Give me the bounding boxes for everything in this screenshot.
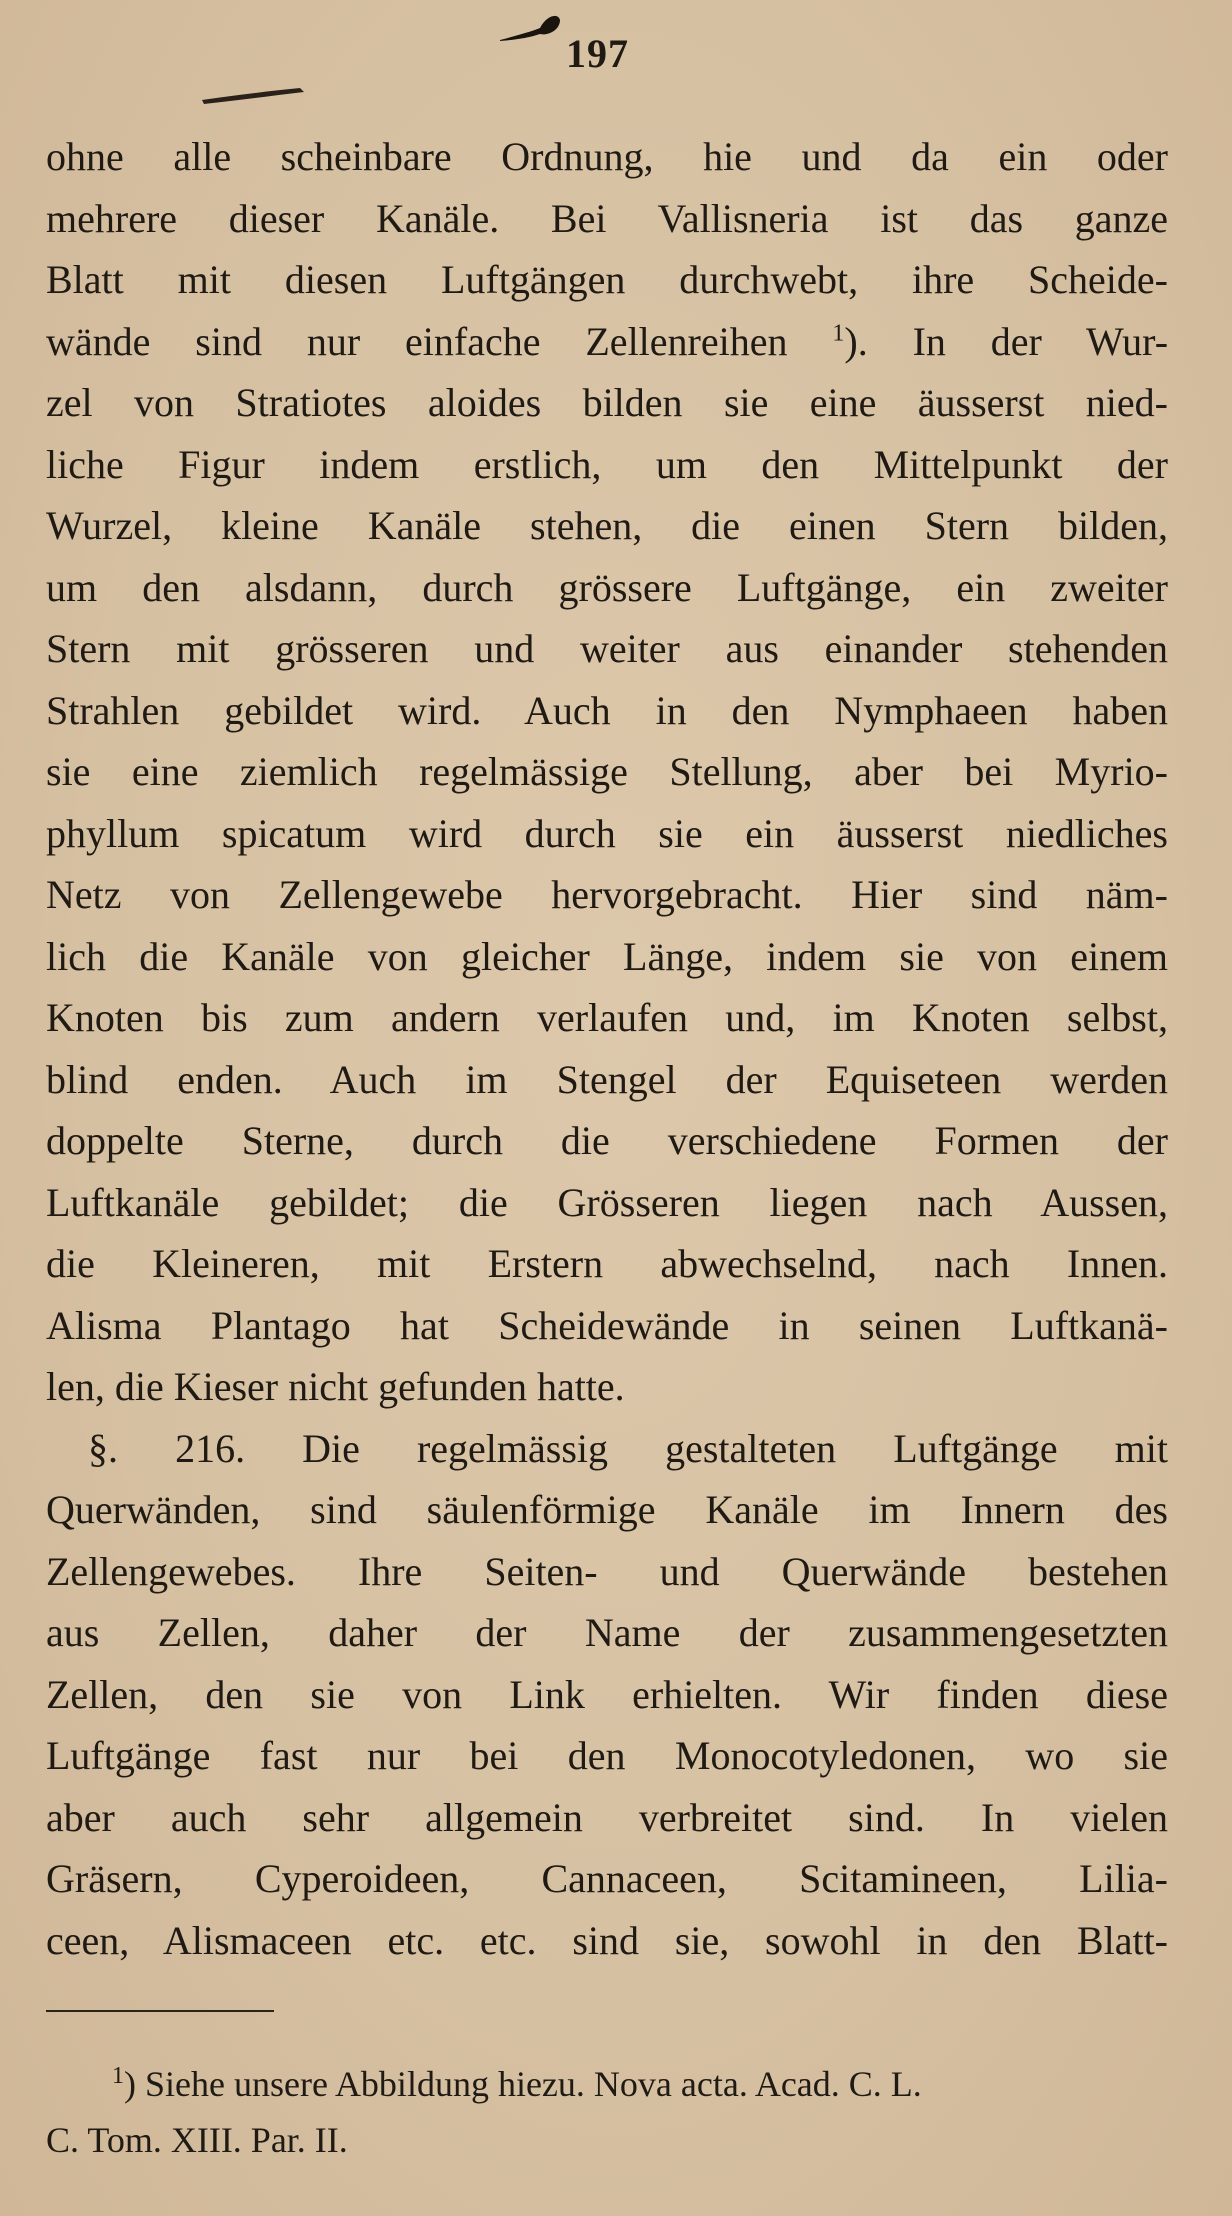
- footnote-line: [46, 2056, 1166, 2112]
- ink-stroke-mark: [200, 80, 310, 110]
- text-line: lich die Kanäle von gleicher Länge, indem sie von einem: [46, 933, 1168, 979]
- text-line: sie eine ziemlich regelmässige Stellung, aber bei Myrio-: [46, 749, 1168, 794]
- text-line: aus Zellen, daher der Name der zusammengesetzten: [46, 1610, 1168, 1655]
- text-line-segment: wände sind nur einfache Zellenreihen: [46, 318, 788, 364]
- text-line: Luftgänge fast nur bei den Monocotyledonen, wo sie: [46, 1733, 1168, 1778]
- text-line: Strahlen gebildet wird. Auch in den Nymphaeen haben: [46, 687, 1168, 733]
- text-line: um den alsdann, durch grössere Luftgänge, ein zweiter: [46, 564, 1168, 610]
- text-line: Blatt mit diesen Luftgängen durchwebt, ihre Scheide-: [46, 257, 1168, 302]
- text-line: Alisma Plantago hat Scheidewände in seinen Luftkanä-: [46, 1302, 1168, 1348]
- text-line: Querwänden, sind säulenförmige Kanäle im Innern des: [46, 1487, 1168, 1532]
- footnote-line: C. Tom. XIII. Par. II.: [46, 2120, 348, 2160]
- text-line: Wurzel, kleine Kanäle stehen, die einen Stern bilden,: [46, 503, 1168, 548]
- footnote-text: ) Siehe unsere Abbildung hiezu. Nova acta. Acad. C. L.: [124, 2064, 922, 2104]
- text-line: phyllum spicatum wird durch sie ein äusserst niedliches: [46, 810, 1168, 856]
- text-line: Knoten bis zum andern verlaufen und, im Knoten selbst,: [46, 995, 1168, 1040]
- text-line: len, die Kieser nicht gefunden hatte.: [46, 1364, 625, 1409]
- text-line: Stern mit grösseren und weiter aus einander stehenden: [46, 626, 1168, 671]
- text-line: blind enden. Auch im Stengel der Equiseteen werden: [46, 1056, 1168, 1102]
- text-line-segment: ). In der Wur-: [844, 318, 1169, 364]
- body-text: [46, 126, 1168, 1971]
- text-line: Gräsern, Cyperoideen, Cannaceen, Scitamineen, Lilia-: [46, 1856, 1168, 1901]
- text-line: zel von Stratiotes aloides bilden sie eine äusserst nied-: [46, 380, 1168, 425]
- text-line-with-footnote-ref: [46, 311, 1168, 373]
- text-line: die Kleineren, mit Erstern abwechselnd, nach Innen.: [46, 1241, 1168, 1286]
- text-line: Luftkanäle gebildet; die Grösseren liegen nach Aussen,: [46, 1179, 1168, 1225]
- page-number: 197: [566, 31, 629, 76]
- text-line: ceen, Alismaceen etc. etc. sind sie, sowohl in den Blatt-: [46, 1917, 1168, 1963]
- text-line: aber auch sehr allgemein verbreitet sind. In vielen: [46, 1794, 1168, 1840]
- text-line: doppelte Sterne, durch die verschiedene Formen der: [46, 1118, 1168, 1163]
- text-line: mehrere dieser Kanäle. Bei Vallisneria ist das ganze: [46, 195, 1168, 241]
- text-line: liche Figur indem erstlich, um den Mittelpunkt der: [46, 441, 1168, 487]
- footnote-marker: 1: [112, 2063, 124, 2089]
- ink-blot-mark: [500, 10, 560, 50]
- text-line: Netz von Zellengewebe hervorgebracht. Hier sind näm-: [46, 872, 1168, 917]
- text-line: ohne alle scheinbare Ordnung, hie und da ein oder: [46, 134, 1168, 179]
- section-heading-line: §. 216. Die regelmässig gestalteten Luftgänge mit: [88, 1425, 1168, 1471]
- footnote-separator: [46, 2010, 274, 2012]
- footnote-reference: 1: [832, 320, 845, 347]
- footnote: [46, 2056, 1166, 2168]
- text-line: Zellengewebes. Ihre Seiten- und Querwände bestehen: [46, 1548, 1168, 1594]
- text-line: Zellen, den sie von Link erhielten. Wir finden diese: [46, 1671, 1168, 1717]
